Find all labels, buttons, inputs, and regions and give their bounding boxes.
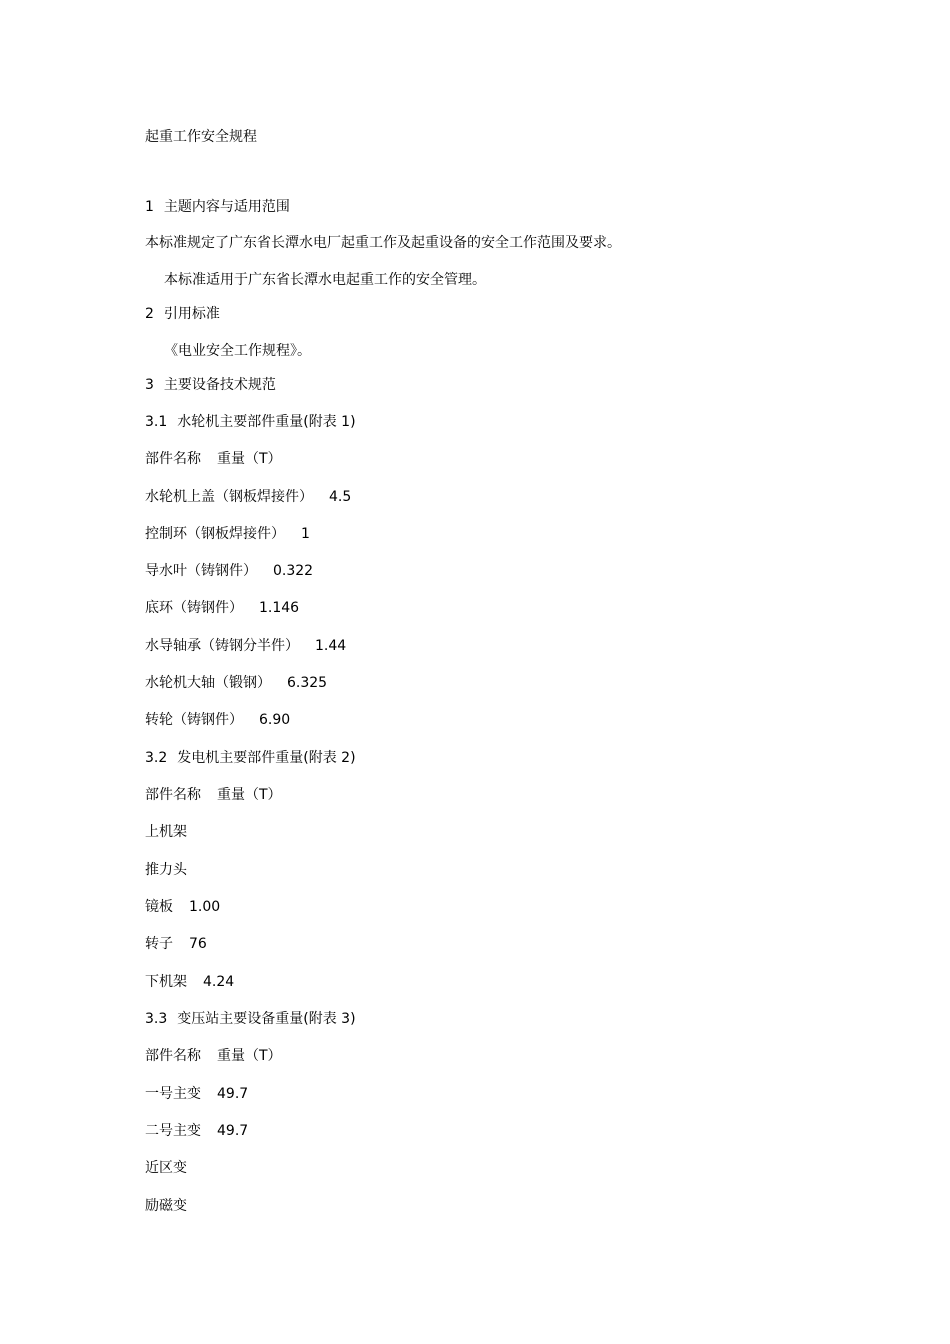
section-3-1-title: 水轮机主要部件重量(附表 1) [177,414,356,430]
part-name: 一号主变 [145,1086,201,1102]
header-name: 部件名称 [145,451,201,467]
part-weight: 49.7 [217,1086,249,1102]
section-2-paragraph-1: 《电业安全工作规程》。 [164,343,311,359]
part-name: 控制环（钢板焊接件） [145,526,285,542]
part-weight: 1 [301,526,310,542]
part-weight: 6.90 [259,712,291,728]
section-3-2-heading [145,748,356,768]
document-title-text: 起重工作安全规程 [145,129,257,145]
section-3-2-number: 3.2 [145,750,168,766]
part-name: 水导轴承（铸钢分半件） [145,638,299,654]
table-1-row [145,710,290,730]
table-3-row [145,1084,248,1104]
part-name: 镜板 [145,899,173,915]
section-3-heading [145,375,276,395]
section-2-title: 引用标准 [163,306,220,322]
section-3-3-number: 3.3 [145,1011,168,1027]
header-weight: 重量（T） [217,1048,282,1064]
table-2-row [145,860,187,880]
part-name: 导水叶（铸钢件） [145,563,257,579]
part-weight: 76 [189,936,207,952]
table-3-header [145,1046,282,1066]
part-name: 上机架 [145,824,187,840]
table-1-row [145,524,310,544]
section-3-1-heading [145,412,356,432]
part-weight: 1.44 [315,638,347,654]
part-name: 励磁变 [145,1198,187,1214]
table-1-row [145,561,313,581]
section-1-heading [145,197,290,217]
document-title [145,127,257,147]
section-3-title: 主要设备技术规范 [163,377,276,393]
part-weight: 1.146 [259,600,300,616]
header-weight: 重量（T） [217,451,282,467]
section-1-paragraph-2: 本标准适用于广东省长潭水电起重工作的安全管理。 [164,272,486,288]
part-weight: 4.24 [203,974,235,990]
header-weight: 重量（T） [217,787,282,803]
table-1-row [145,598,299,618]
part-name: 转轮（铸钢件） [145,712,243,728]
table-2-row [145,822,187,842]
section-2-number: 2 [145,306,154,322]
section-3-number: 3 [145,377,154,393]
part-name: 水轮机大轴（锻钢） [145,675,271,691]
table-2-row [145,934,207,954]
table-1-row [145,673,327,693]
table-3-row [145,1158,187,1178]
section-3-1-number: 3.1 [145,414,168,430]
part-weight: 49.7 [217,1123,249,1139]
part-name: 近区变 [145,1160,187,1176]
table-1-header [145,449,282,469]
section-3-2-title: 发电机主要部件重量(附表 2) [177,750,356,766]
section-1-title: 主题内容与适用范围 [163,199,290,215]
table-2-header [145,785,282,805]
part-name: 水轮机上盖（钢板焊接件） [145,489,313,505]
table-2-row [145,897,220,917]
section-3-3-title: 变压站主要设备重量(附表 3) [177,1011,356,1027]
part-weight: 4.5 [329,489,352,505]
part-name: 下机架 [145,974,187,990]
header-name: 部件名称 [145,787,201,803]
part-name: 二号主变 [145,1123,201,1139]
section-2-heading [145,304,220,324]
table-3-row [145,1121,248,1141]
part-weight: 1.00 [189,899,221,915]
table-1-row [145,636,346,656]
table-2-row [145,972,234,992]
part-name: 推力头 [145,862,187,878]
part-name: 转子 [145,936,173,952]
part-weight: 6.325 [287,675,328,691]
section-3-3-heading [145,1009,356,1029]
header-name: 部件名称 [145,1048,201,1064]
table-1-row [145,487,351,507]
part-name: 底环（铸钢件） [145,600,243,616]
section-1-paragraph-1: 本标准规定了广东省长潭水电厂起重工作及起重设备的安全工作范围及要求。 [145,235,621,251]
part-weight: 0.322 [273,563,314,579]
section-1-number: 1 [145,199,154,215]
table-3-row [145,1196,187,1216]
